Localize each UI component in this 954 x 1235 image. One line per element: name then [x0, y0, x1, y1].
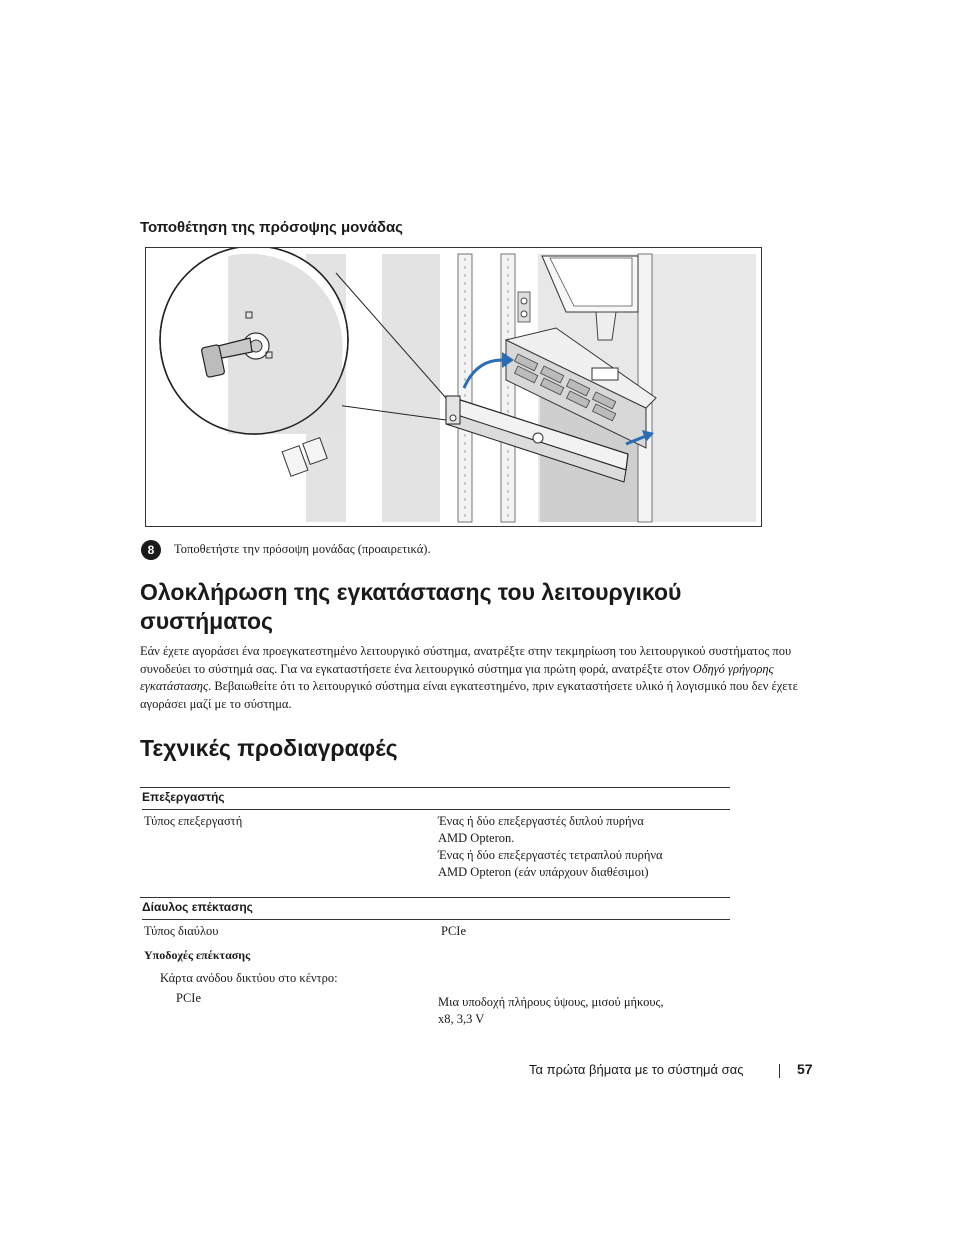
footer-title: Τα πρώτα βήματα με το σύστημά σας — [529, 1062, 744, 1077]
riser-card-label: Κάρτα ανόδου δικτύου στο κέντρο: — [160, 971, 338, 985]
specs-title: Τεχνικές προδιαγραφές — [140, 735, 398, 761]
pcie-slot-value — [438, 994, 664, 1028]
table-top-rule — [140, 787, 730, 788]
os-section-paragraph — [140, 643, 800, 713]
processor-type-label: Τύπος επεξεργαστή — [144, 814, 243, 828]
processor-type-value — [438, 813, 663, 881]
processor-header: Επεξεργαστής — [142, 790, 730, 810]
os-paragraph-part1: Εάν έχετε αγοράσει ένα προεγκατεστημένο λειτουργικό σύστημα, ανατρέξτε στην τεκμηρίωση του λειτουργικού συστήματος που συνοδεύει το σύστημά σας. Για να εγκαταστήσετε ένα λειτουργικό σύστημα για πρώτη φορά, ανατρέξτε στον — [140, 644, 792, 676]
expansion-bus-header: Δίαυλος επέκτασης — [142, 900, 730, 920]
footer-separator — [779, 1064, 780, 1078]
pcie-value-line: x8, 3,3 V — [438, 1012, 485, 1026]
processor-value-line: Ένας ή δύο επεξεργαστές διπλού πυρήνα — [438, 814, 644, 828]
quick-install-guide-title: Οδηγό γρήγορης εγκατάστασης — [140, 661, 774, 693]
pcie-value-line: Μια υποδοχή πλήρους ύψους, μισού μήκους, — [438, 995, 664, 1009]
os-paragraph-part2: . Βεβαιωθείτε ότι το λειτουργικό σύστημα είναι εγκατεστημένο, πριν εγκαταστήσετε υλικό ή λογισμικό που δεν έχετε αγοράσει μαζί με το σύστημα. — [140, 679, 798, 711]
step-number-badge: 8 — [141, 540, 161, 560]
os-section-title: Ολοκλήρωση της εγκατάστασης του λειτουργικού συστήματος — [140, 579, 682, 634]
processor-value-line: Ένας ή δύο επεξεργαστές τετραπλού πυρήνα — [438, 848, 663, 862]
processor-value-line: AMD Opteron (εάν υπάρχουν διαθέσιμοι) — [438, 865, 649, 879]
bus-type-value: PCIe — [441, 924, 466, 938]
bus-type-label: Τύπος διαύλου — [144, 924, 219, 938]
expansion-slots-label: Υποδοχές επέκτασης — [144, 948, 251, 962]
processor-value-line: AMD Opteron. — [438, 831, 515, 845]
bezel-installation-illustration — [145, 247, 762, 527]
section-heading: Τοποθέτηση της πρόσοψης μονάδας — [140, 219, 403, 236]
pcie-slot-label: PCIe — [176, 991, 201, 1005]
page-number: 57 — [797, 1061, 813, 1077]
step-text: Τοποθετήστε την πρόσοψη μονάδας (προαιρετικά). — [174, 542, 431, 556]
table-top-rule — [140, 897, 730, 898]
